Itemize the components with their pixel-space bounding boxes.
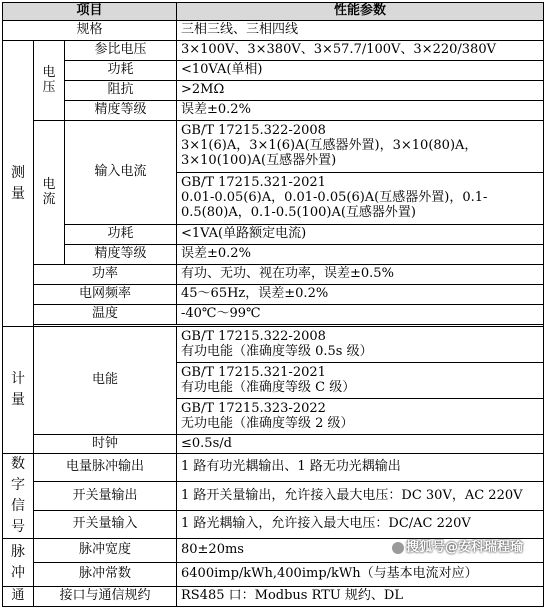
row-clock [3, 435, 544, 454]
label-pulse-width: 脉冲宽度 [34, 539, 177, 563]
label-switch-output: 开关量输出 [34, 482, 177, 510]
row-power [3, 265, 544, 285]
group-current: 电 流 [34, 121, 65, 265]
group-pulse: 脉 冲 [3, 539, 34, 587]
watermark [392, 536, 523, 555]
value-energy-a: GB/T 17215.322-2008 有功电能（准确度等级 0.5s 级） [177, 327, 544, 363]
label-voltage-power: 功耗 [65, 61, 177, 81]
row-switch-input [3, 510, 544, 538]
value-pulse-constant: 6400imp/kWh,400imp/kWh（与基本电流对应） [177, 563, 544, 587]
value-power: 有功、无功、视在功率，误差±0.5% [177, 265, 544, 285]
value-input-current-a: GB/T 17215.322-2008 3×1(6)A，3×1(6)A(互感器外置)，3×10(80)A，3×10(100)A(互感器外置) [177, 121, 544, 173]
row-ref-voltage [3, 41, 544, 61]
value-voltage-power: <10VA(单相) [177, 61, 544, 81]
label-communication: 接口与通信规约 [34, 587, 177, 607]
value-voltage-accuracy: 误差±0.2% [177, 101, 544, 121]
label-pulse-output: 电量脉冲输出 [34, 454, 177, 482]
label-impedance: 阻抗 [65, 81, 177, 101]
watermark-text: 搜狐号@安科瑞程瑜 [406, 540, 524, 555]
group-measure: 测 量 [3, 41, 34, 327]
row-switch-output [3, 482, 544, 510]
value-clock: ≤0.5s/d [177, 435, 544, 454]
label-voltage-accuracy: 精度等级 [65, 101, 177, 121]
row-communication [3, 587, 544, 607]
row-energy-a [3, 327, 544, 363]
label-clock: 时钟 [34, 435, 177, 454]
value-switch-input: 1 路光耦输入，允许接入最大电压：DC/AC 220V [177, 510, 544, 538]
group-digital: 数 字 信 号 [3, 454, 34, 539]
row-spec [3, 21, 544, 41]
row-pulse-output [3, 454, 544, 482]
header-item: 项目 [3, 3, 177, 21]
row-pulse-constant [3, 563, 544, 587]
value-spec: 三相三线、三相四线 [177, 21, 544, 41]
sohu-logo-icon [392, 542, 404, 554]
value-energy-c: GB/T 17215.323-2022 无功电能（准确度等级 2 级） [177, 399, 544, 435]
value-impedance: >2MΩ [177, 81, 544, 101]
value-ref-voltage: 3×100V、3×380V、3×57.7/100V、3×220/380V [177, 41, 544, 61]
row-voltage-power [3, 61, 544, 81]
header-param: 性能参数 [177, 3, 544, 21]
row-impedance [3, 81, 544, 101]
row-input-current-a [3, 121, 544, 173]
label-input-current: 输入电流 [65, 121, 177, 225]
value-frequency: 45～65Hz，误差±0.2% [177, 285, 544, 305]
label-temperature: 温度 [34, 305, 177, 325]
label-frequency: 电网频率 [34, 285, 177, 305]
label-switch-input: 开关量输入 [34, 510, 177, 538]
row-temperature [3, 305, 544, 325]
group-metering: 计 量 [3, 327, 34, 454]
label-current-power: 功耗 [65, 225, 177, 245]
value-current-power: <1VA(单路额定电流) [177, 225, 544, 245]
value-energy-b: GB/T 17215.321-2021 有功电能（准确度等级 C 级） [177, 363, 544, 399]
label-pulse-constant: 脉冲常数 [34, 563, 177, 587]
row-current-accuracy [3, 245, 544, 265]
group-voltage: 电 压 [34, 41, 65, 121]
label-current-accuracy: 精度等级 [65, 245, 177, 265]
value-pulse-width: 80±20ms [177, 539, 544, 563]
value-switch-output: 1 路开关量输出，允许接入最大电压：DC 30V，AC 220V [177, 482, 544, 510]
label-power: 功率 [34, 265, 177, 285]
header-row [3, 3, 544, 21]
value-communication: RS485 口：Modbus RTU 规约、DL [177, 587, 544, 607]
label-ref-voltage: 参比电压 [65, 41, 177, 61]
value-pulse-output: 1 路有功光耦输出、1 路无功光耦输出 [177, 454, 544, 482]
row-voltage-accuracy [3, 101, 544, 121]
value-temperature: -40℃～99℃ [177, 305, 544, 325]
value-current-accuracy: 误差±0.2% [177, 245, 544, 265]
row-current-power [3, 225, 544, 245]
spec-table [2, 2, 544, 607]
label-energy: 电能 [34, 327, 177, 435]
group-communication: 通 [3, 587, 34, 607]
row-frequency [3, 285, 544, 305]
value-input-current-b: GB/T 17215.321-2021 0.01-0.05(6)A，0.01-0.05(6)A(互感器外置)，0.1-0.5(80)A，0.1-0.5(100)A(互感器外置) [177, 173, 544, 225]
label-spec: 规格 [3, 21, 177, 41]
